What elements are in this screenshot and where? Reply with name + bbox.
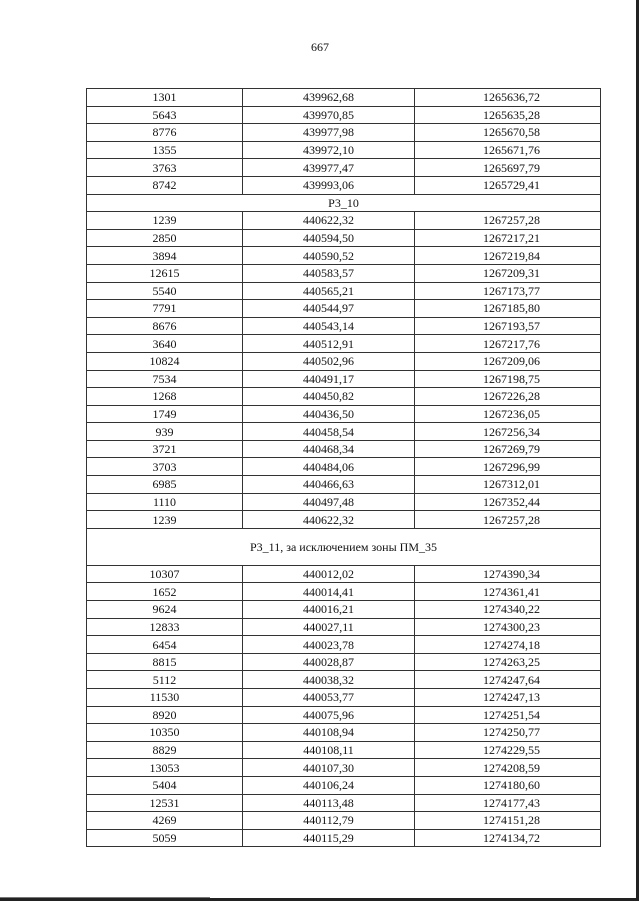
x-coordinate-cell: 440565,21 bbox=[243, 282, 415, 300]
point-number-cell: 1355 bbox=[87, 141, 243, 159]
point-number-cell: 10307 bbox=[87, 565, 243, 583]
y-coordinate-cell: 1274177,43 bbox=[415, 794, 601, 812]
point-number-cell: 12531 bbox=[87, 794, 243, 812]
x-coordinate-cell: 440436,50 bbox=[243, 405, 415, 423]
point-number-cell: 6985 bbox=[87, 476, 243, 494]
coordinates-table-body bbox=[87, 89, 601, 847]
table-row bbox=[87, 423, 601, 441]
table-row bbox=[87, 636, 601, 654]
x-coordinate-cell: 440484,06 bbox=[243, 458, 415, 476]
y-coordinate-cell: 1265729,41 bbox=[415, 176, 601, 194]
point-number-cell: 3703 bbox=[87, 458, 243, 476]
y-coordinate-cell: 1274263,25 bbox=[415, 653, 601, 671]
table-row bbox=[87, 794, 601, 812]
x-coordinate-cell: 440038,32 bbox=[243, 671, 415, 689]
point-number-cell: 3763 bbox=[87, 159, 243, 177]
table-row bbox=[87, 176, 601, 194]
table-row bbox=[87, 388, 601, 406]
table-row bbox=[87, 247, 601, 265]
table-row bbox=[87, 229, 601, 247]
x-coordinate-cell: 439993,06 bbox=[243, 176, 415, 194]
x-coordinate-cell: 440075,96 bbox=[243, 706, 415, 724]
y-coordinate-cell: 1265697,79 bbox=[415, 159, 601, 177]
x-coordinate-cell: 439977,98 bbox=[243, 124, 415, 142]
y-coordinate-cell: 1274390,34 bbox=[415, 565, 601, 583]
x-coordinate-cell: 440590,52 bbox=[243, 247, 415, 265]
table-row bbox=[87, 601, 601, 619]
point-number-cell: 1268 bbox=[87, 388, 243, 406]
point-number-cell: 12833 bbox=[87, 618, 243, 636]
table-row bbox=[87, 812, 601, 830]
point-number-cell: 8776 bbox=[87, 124, 243, 142]
y-coordinate-cell: 1265671,76 bbox=[415, 141, 601, 159]
table-row bbox=[87, 124, 601, 142]
table-row bbox=[87, 212, 601, 230]
y-coordinate-cell: 1267217,76 bbox=[415, 335, 601, 353]
table-row bbox=[87, 618, 601, 636]
x-coordinate-cell: 440023,78 bbox=[243, 636, 415, 654]
x-coordinate-cell: 440108,11 bbox=[243, 741, 415, 759]
y-coordinate-cell: 1267209,06 bbox=[415, 352, 601, 370]
table-row bbox=[87, 300, 601, 318]
y-coordinate-cell: 1267257,28 bbox=[415, 511, 601, 529]
x-coordinate-cell: 440502,96 bbox=[243, 352, 415, 370]
x-coordinate-cell: 439962,68 bbox=[243, 89, 415, 107]
x-coordinate-cell: 440115,29 bbox=[243, 829, 415, 847]
x-coordinate-cell: 440491,17 bbox=[243, 370, 415, 388]
section-header-row bbox=[87, 194, 601, 212]
point-number-cell: 1110 bbox=[87, 493, 243, 511]
table-row bbox=[87, 829, 601, 847]
table-row bbox=[87, 776, 601, 794]
x-coordinate-cell: 440012,02 bbox=[243, 565, 415, 583]
y-coordinate-cell: 1274247,13 bbox=[415, 689, 601, 707]
table-row bbox=[87, 405, 601, 423]
x-coordinate-cell: 440512,91 bbox=[243, 335, 415, 353]
point-number-cell: 3640 bbox=[87, 335, 243, 353]
point-number-cell: 1749 bbox=[87, 405, 243, 423]
x-coordinate-cell: 440108,94 bbox=[243, 724, 415, 742]
x-coordinate-cell: 440027,11 bbox=[243, 618, 415, 636]
table-row bbox=[87, 440, 601, 458]
table-row bbox=[87, 689, 601, 707]
point-number-cell: 5059 bbox=[87, 829, 243, 847]
y-coordinate-cell: 1267185,80 bbox=[415, 300, 601, 318]
point-number-cell: 3721 bbox=[87, 440, 243, 458]
y-coordinate-cell: 1267269,79 bbox=[415, 440, 601, 458]
point-number-cell: 9624 bbox=[87, 601, 243, 619]
y-coordinate-cell: 1267198,75 bbox=[415, 370, 601, 388]
x-coordinate-cell: 440014,41 bbox=[243, 583, 415, 601]
x-coordinate-cell: 440497,48 bbox=[243, 493, 415, 511]
y-coordinate-cell: 1274134,72 bbox=[415, 829, 601, 847]
table-row bbox=[87, 282, 601, 300]
y-coordinate-cell: 1274180,60 bbox=[415, 776, 601, 794]
point-number-cell: 8815 bbox=[87, 653, 243, 671]
point-number-cell: 7534 bbox=[87, 370, 243, 388]
y-coordinate-cell: 1265670,58 bbox=[415, 124, 601, 142]
x-coordinate-cell: 440468,34 bbox=[243, 440, 415, 458]
x-coordinate-cell: 440053,77 bbox=[243, 689, 415, 707]
scan-artifact-line bbox=[0, 897, 210, 898]
table-row bbox=[87, 565, 601, 583]
point-number-cell: 11530 bbox=[87, 689, 243, 707]
point-number-cell: 6454 bbox=[87, 636, 243, 654]
y-coordinate-cell: 1267312,01 bbox=[415, 476, 601, 494]
y-coordinate-cell: 1267226,28 bbox=[415, 388, 601, 406]
point-number-cell: 10824 bbox=[87, 352, 243, 370]
table-row bbox=[87, 352, 601, 370]
y-coordinate-cell: 1267257,28 bbox=[415, 212, 601, 230]
table-row bbox=[87, 458, 601, 476]
section-title: Р3_11, за исключением зоны ПМ_35 bbox=[87, 528, 601, 565]
y-coordinate-cell: 1274250,77 bbox=[415, 724, 601, 742]
table-row bbox=[87, 476, 601, 494]
coordinates-table bbox=[86, 88, 601, 847]
point-number-cell: 1301 bbox=[87, 89, 243, 107]
section-title: Р3_10 bbox=[87, 194, 601, 212]
table-row bbox=[87, 671, 601, 689]
x-coordinate-cell: 439977,47 bbox=[243, 159, 415, 177]
point-number-cell: 4269 bbox=[87, 812, 243, 830]
point-number-cell: 12615 bbox=[87, 264, 243, 282]
x-coordinate-cell: 440543,14 bbox=[243, 317, 415, 335]
x-coordinate-cell: 440594,50 bbox=[243, 229, 415, 247]
y-coordinate-cell: 1267256,34 bbox=[415, 423, 601, 441]
table-row bbox=[87, 493, 601, 511]
point-number-cell: 10350 bbox=[87, 724, 243, 742]
y-coordinate-cell: 1274247,64 bbox=[415, 671, 601, 689]
point-number-cell: 8676 bbox=[87, 317, 243, 335]
x-coordinate-cell: 440113,48 bbox=[243, 794, 415, 812]
y-coordinate-cell: 1267193,57 bbox=[415, 317, 601, 335]
x-coordinate-cell: 440622,32 bbox=[243, 511, 415, 529]
point-number-cell: 8742 bbox=[87, 176, 243, 194]
table-row bbox=[87, 370, 601, 388]
point-number-cell: 5404 bbox=[87, 776, 243, 794]
table-row bbox=[87, 141, 601, 159]
page-number: 667 bbox=[311, 40, 329, 54]
y-coordinate-cell: 1265636,72 bbox=[415, 89, 601, 107]
x-coordinate-cell: 440466,63 bbox=[243, 476, 415, 494]
table-row bbox=[87, 89, 601, 107]
table-row bbox=[87, 106, 601, 124]
x-coordinate-cell: 440016,21 bbox=[243, 601, 415, 619]
table-row bbox=[87, 706, 601, 724]
x-coordinate-cell: 440622,32 bbox=[243, 212, 415, 230]
table-row bbox=[87, 159, 601, 177]
y-coordinate-cell: 1274151,28 bbox=[415, 812, 601, 830]
y-coordinate-cell: 1267209,31 bbox=[415, 264, 601, 282]
point-number-cell: 5112 bbox=[87, 671, 243, 689]
y-coordinate-cell: 1267296,99 bbox=[415, 458, 601, 476]
x-coordinate-cell: 440450,82 bbox=[243, 388, 415, 406]
x-coordinate-cell: 440107,30 bbox=[243, 759, 415, 777]
y-coordinate-cell: 1274274,18 bbox=[415, 636, 601, 654]
table-row bbox=[87, 741, 601, 759]
x-coordinate-cell: 440583,57 bbox=[243, 264, 415, 282]
y-coordinate-cell: 1267173,77 bbox=[415, 282, 601, 300]
y-coordinate-cell: 1265635,28 bbox=[415, 106, 601, 124]
y-coordinate-cell: 1267219,84 bbox=[415, 247, 601, 265]
x-coordinate-cell: 440544,97 bbox=[243, 300, 415, 318]
table-row bbox=[87, 511, 601, 529]
y-coordinate-cell: 1274251,54 bbox=[415, 706, 601, 724]
x-coordinate-cell: 439970,85 bbox=[243, 106, 415, 124]
point-number-cell: 939 bbox=[87, 423, 243, 441]
x-coordinate-cell: 440028,87 bbox=[243, 653, 415, 671]
table-row bbox=[87, 317, 601, 335]
y-coordinate-cell: 1274229,55 bbox=[415, 741, 601, 759]
point-number-cell: 2850 bbox=[87, 229, 243, 247]
point-number-cell: 7791 bbox=[87, 300, 243, 318]
y-coordinate-cell: 1274300,23 bbox=[415, 618, 601, 636]
table-row bbox=[87, 759, 601, 777]
table-row bbox=[87, 653, 601, 671]
y-coordinate-cell: 1267236,05 bbox=[415, 405, 601, 423]
y-coordinate-cell: 1274361,41 bbox=[415, 583, 601, 601]
point-number-cell: 1239 bbox=[87, 212, 243, 230]
y-coordinate-cell: 1274340,22 bbox=[415, 601, 601, 619]
y-coordinate-cell: 1267217,21 bbox=[415, 229, 601, 247]
point-number-cell: 13053 bbox=[87, 759, 243, 777]
x-coordinate-cell: 440112,79 bbox=[243, 812, 415, 830]
x-coordinate-cell: 440458,54 bbox=[243, 423, 415, 441]
point-number-cell: 3894 bbox=[87, 247, 243, 265]
point-number-cell: 5643 bbox=[87, 106, 243, 124]
point-number-cell: 8829 bbox=[87, 741, 243, 759]
x-coordinate-cell: 440106,24 bbox=[243, 776, 415, 794]
y-coordinate-cell: 1267352,44 bbox=[415, 493, 601, 511]
section-header-row bbox=[87, 528, 601, 565]
point-number-cell: 1652 bbox=[87, 583, 243, 601]
point-number-cell: 5540 bbox=[87, 282, 243, 300]
table-row bbox=[87, 724, 601, 742]
y-coordinate-cell: 1274208,59 bbox=[415, 759, 601, 777]
x-coordinate-cell: 439972,10 bbox=[243, 141, 415, 159]
point-number-cell: 8920 bbox=[87, 706, 243, 724]
point-number-cell: 1239 bbox=[87, 511, 243, 529]
table-row bbox=[87, 335, 601, 353]
table-row bbox=[87, 264, 601, 282]
table-row bbox=[87, 583, 601, 601]
